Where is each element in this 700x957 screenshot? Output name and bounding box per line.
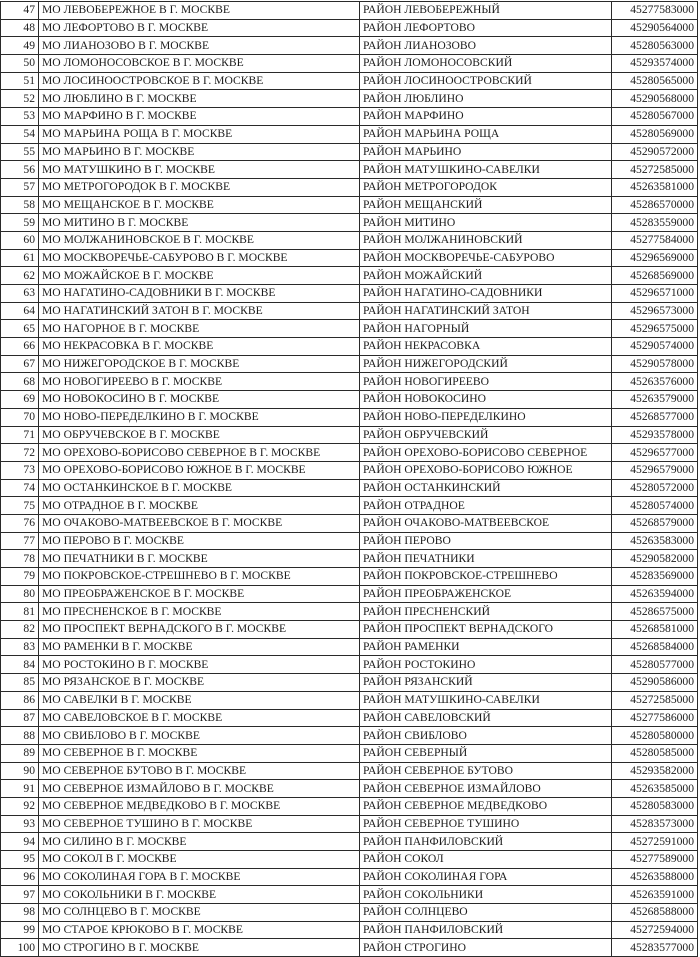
district-name: РАЙОН ЛЮБЛИНО: [360, 90, 612, 108]
oktmo-code: 45268577000: [612, 408, 698, 426]
oktmo-code: 45290564000: [612, 19, 698, 37]
municipality-name: МО НОВОГИРЕЕВО В Г. МОСКВЕ: [39, 373, 360, 391]
oktmo-code: 45280565000: [612, 72, 698, 90]
table-row: [1, 267, 698, 285]
table-row: [1, 55, 698, 73]
row-number: 87: [1, 709, 39, 727]
table-row: [1, 674, 698, 692]
oktmo-code: 45280569000: [612, 125, 698, 143]
municipality-name: МО МЕЩАНСКОЕ В Г. МОСКВЕ: [39, 196, 360, 214]
municipality-name: МО ЛИАНОЗОВО В Г. МОСКВЕ: [39, 37, 360, 55]
municipality-name: МО ЛОМОНОСОВСКОЕ В Г. МОСКВЕ: [39, 55, 360, 73]
district-name: РАЙОН МАТУШКИНО-САВЕЛКИ: [360, 161, 612, 179]
oktmo-code: 45283573000: [612, 815, 698, 833]
district-name: РАЙОН НОВОКОСИНО: [360, 391, 612, 409]
district-name: РАЙОН НАГАТИНСКИЙ ЗАТОН: [360, 302, 612, 320]
table-row: [1, 815, 698, 833]
district-name: РАЙОН ОТРАДНОЕ: [360, 497, 612, 515]
district-name: РАЙОН ЛЕВОБЕРЕЖНЫЙ: [360, 2, 612, 20]
table-row: [1, 231, 698, 249]
municipality-name: МО СОКОЛИНАЯ ГОРА В Г. МОСКВЕ: [39, 868, 360, 886]
row-number: 67: [1, 355, 39, 373]
district-name: РАЙОН МОЖАЙСКИЙ: [360, 267, 612, 285]
row-number: 51: [1, 72, 39, 90]
row-number: 58: [1, 196, 39, 214]
row-number: 92: [1, 797, 39, 815]
municipality-name: МО РАМЕНКИ В Г. МОСКВЕ: [39, 638, 360, 656]
table-row: [1, 426, 698, 444]
district-name: РАЙОН СОЛНЦЕВО: [360, 904, 612, 922]
table-row: [1, 603, 698, 621]
municipality-name: МО СЕВЕРНОЕ В Г. МОСКВЕ: [39, 744, 360, 762]
municipality-name: МО СОКОЛЬНИКИ В Г. МОСКВЕ: [39, 886, 360, 904]
row-number: 95: [1, 851, 39, 869]
district-name: РАЙОН ПАНФИЛОВСКИЙ: [360, 833, 612, 851]
district-name: РАЙОН НАГОРНЫЙ: [360, 320, 612, 338]
table-row: [1, 621, 698, 639]
table-row: [1, 355, 698, 373]
municipality-name: МО СТРОГИНО В Г. МОСКВЕ: [39, 939, 360, 957]
municipality-name: МО ОБРУЧЕВСКОЕ В Г. МОСКВЕ: [39, 426, 360, 444]
table-row: [1, 497, 698, 515]
table-row: [1, 125, 698, 143]
table-row: [1, 797, 698, 815]
district-name: РАЙОН РЯЗАНСКИЙ: [360, 674, 612, 692]
row-number: 82: [1, 621, 39, 639]
district-name: РАЙОН СОКОЛЬНИКИ: [360, 886, 612, 904]
row-number: 68: [1, 373, 39, 391]
district-name: РАЙОН СОКОЛИНАЯ ГОРА: [360, 868, 612, 886]
municipality-name: МО ОРЕХОВО-БОРИСОВО СЕВЕРНОЕ В Г. МОСКВЕ: [39, 444, 360, 462]
district-name: РАЙОН ПОКРОВСКОЕ-СТРЕШНЕВО: [360, 568, 612, 586]
municipality-name: МО ОТРАДНОЕ В Г. МОСКВЕ: [39, 497, 360, 515]
oktmo-code: 45263591000: [612, 886, 698, 904]
municipality-name: МО САВЕЛОВСКОЕ В Г. МОСКВЕ: [39, 709, 360, 727]
district-name: РАЙОН НИЖЕГОРОДСКИЙ: [360, 355, 612, 373]
district-name: РАЙОН СВИБЛОВО: [360, 727, 612, 745]
oktmo-code: 45290578000: [612, 355, 698, 373]
municipality-name: МО ОЧАКОВО-МАТВЕЕВСКОЕ В Г. МОСКВЕ: [39, 514, 360, 532]
oktmo-code: 45263585000: [612, 780, 698, 798]
municipality-name: МО НАГАТИНО-САДОВНИКИ В Г. МОСКВЕ: [39, 285, 360, 303]
table-row: [1, 744, 698, 762]
district-name: РАЙОН ПЕЧАТНИКИ: [360, 550, 612, 568]
table-body: [1, 2, 698, 957]
row-number: 93: [1, 815, 39, 833]
municipality-name: МО ЛЮБЛИНО В Г. МОСКВЕ: [39, 90, 360, 108]
row-number: 78: [1, 550, 39, 568]
municipality-name: МО РЯЗАНСКОЕ В Г. МОСКВЕ: [39, 674, 360, 692]
row-number: 65: [1, 320, 39, 338]
oktmo-code: 45280577000: [612, 656, 698, 674]
district-name: РАЙОН ЛОМОНОСОВСКИЙ: [360, 55, 612, 73]
municipality-name: МО РОСТОКИНО В Г. МОСКВЕ: [39, 656, 360, 674]
municipality-name: МО НАГАТИНСКИЙ ЗАТОН В Г. МОСКВЕ: [39, 302, 360, 320]
municipality-name: МО СЕВЕРНОЕ БУТОВО В Г. МОСКВЕ: [39, 762, 360, 780]
oktmo-code: 45290572000: [612, 143, 698, 161]
row-number: 70: [1, 408, 39, 426]
district-name: РАЙОН ОБРУЧЕВСКИЙ: [360, 426, 612, 444]
oktmo-code: 45280585000: [612, 744, 698, 762]
district-name: РАЙОН НОВОГИРЕЕВО: [360, 373, 612, 391]
oktmo-code: 45290574000: [612, 338, 698, 356]
row-number: 98: [1, 904, 39, 922]
district-name: РАЙОН МЕТРОГОРОДОК: [360, 178, 612, 196]
oktmo-code: 45280572000: [612, 479, 698, 497]
row-number: 99: [1, 921, 39, 939]
row-number: 86: [1, 691, 39, 709]
row-number: 64: [1, 302, 39, 320]
row-number: 79: [1, 568, 39, 586]
table-row: [1, 72, 698, 90]
district-name: РАЙОН РОСТОКИНО: [360, 656, 612, 674]
row-number: 54: [1, 125, 39, 143]
district-name: РАЙОН СОКОЛ: [360, 851, 612, 869]
oktmo-code: 45296569000: [612, 249, 698, 267]
row-number: 74: [1, 479, 39, 497]
oktmo-code: 45290586000: [612, 674, 698, 692]
row-number: 69: [1, 391, 39, 409]
table-row: [1, 656, 698, 674]
table-row: [1, 479, 698, 497]
municipality-name: МО ПОКРОВСКОЕ-СТРЕШНЕВО В Г. МОСКВЕ: [39, 568, 360, 586]
table-row: [1, 514, 698, 532]
district-name: РАЙОН ЛИАНОЗОВО: [360, 37, 612, 55]
row-number: 53: [1, 108, 39, 126]
table-row: [1, 373, 698, 391]
table-row: [1, 638, 698, 656]
row-number: 60: [1, 231, 39, 249]
oktmo-code: 45286570000: [612, 196, 698, 214]
table-row: [1, 833, 698, 851]
municipality-name: МО МАРЬИНО В Г. МОСКВЕ: [39, 143, 360, 161]
oktmo-code: 45268579000: [612, 514, 698, 532]
oktmo-code: 45272594000: [612, 921, 698, 939]
municipality-name: МО СВИБЛОВО В Г. МОСКВЕ: [39, 727, 360, 745]
municipality-name: МО ПРЕОБРАЖЕНСКОЕ В Г. МОСКВЕ: [39, 585, 360, 603]
municipality-name: МО ПЕРОВО В Г. МОСКВЕ: [39, 532, 360, 550]
oktmo-code: 45293578000: [612, 426, 698, 444]
district-name: РАЙОН СЕВЕРНОЕ ИЗМАЙЛОВО: [360, 780, 612, 798]
row-number: 96: [1, 868, 39, 886]
oktmo-code: 45286575000: [612, 603, 698, 621]
table-row: [1, 161, 698, 179]
municipality-name: МО СЕВЕРНОЕ ИЗМАЙЛОВО В Г. МОСКВЕ: [39, 780, 360, 798]
row-number: 71: [1, 426, 39, 444]
municipality-name: МО МОЛЖАНИНОВСКОЕ В Г. МОСКВЕ: [39, 231, 360, 249]
row-number: 59: [1, 214, 39, 232]
row-number: 84: [1, 656, 39, 674]
district-name: РАЙОН ОЧАКОВО-МАТВЕЕВСКОЕ: [360, 514, 612, 532]
table-row: [1, 780, 698, 798]
row-number: 72: [1, 444, 39, 462]
table-row: [1, 851, 698, 869]
municipality-name: МО НОВОКОСИНО В Г. МОСКВЕ: [39, 391, 360, 409]
district-name: РАЙОН СЕВЕРНЫЙ: [360, 744, 612, 762]
municipality-name: МО МАТУШКИНО В Г. МОСКВЕ: [39, 161, 360, 179]
district-name: РАЙОН МОЛЖАНИНОВСКИЙ: [360, 231, 612, 249]
row-number: 90: [1, 762, 39, 780]
municipality-name: МО САВЕЛКИ В Г. МОСКВЕ: [39, 691, 360, 709]
table-row: [1, 461, 698, 479]
row-number: 63: [1, 285, 39, 303]
district-name: РАЙОН НАГАТИНО-САДОВНИКИ: [360, 285, 612, 303]
district-name: РАЙОН СТРОГИНО: [360, 939, 612, 957]
table-row: [1, 904, 698, 922]
oktmo-code: 45268569000: [612, 267, 698, 285]
oktmo-code: 45283559000: [612, 214, 698, 232]
municipality-name: МО ПРОСПЕКТ ВЕРНАДСКОГО В Г. МОСКВЕ: [39, 621, 360, 639]
municipality-name: МО МАРЬИНА РОЩА В Г. МОСКВЕ: [39, 125, 360, 143]
row-number: 49: [1, 37, 39, 55]
municipality-table: [0, 1, 698, 957]
row-number: 61: [1, 249, 39, 267]
municipality-name: МО ЛЕВОБЕРЕЖНОЕ В Г. МОСКВЕ: [39, 2, 360, 20]
row-number: 73: [1, 461, 39, 479]
table-row: [1, 2, 698, 20]
municipality-name: МО МЕТРОГОРОДОК В Г. МОСКВЕ: [39, 178, 360, 196]
municipality-name: МО ОСТАНКИНСКОЕ В Г. МОСКВЕ: [39, 479, 360, 497]
row-number: 85: [1, 674, 39, 692]
table-row: [1, 709, 698, 727]
municipality-name: МО МИТИНО В Г. МОСКВЕ: [39, 214, 360, 232]
district-name: РАЙОН МАТУШКИНО-САВЕЛКИ: [360, 691, 612, 709]
table-row: [1, 249, 698, 267]
table-row: [1, 550, 698, 568]
table-row: [1, 338, 698, 356]
oktmo-code: 45272591000: [612, 833, 698, 851]
row-number: 57: [1, 178, 39, 196]
oktmo-code: 45296577000: [612, 444, 698, 462]
district-name: РАЙОН МАРЬИНО: [360, 143, 612, 161]
municipality-name: МО МАРФИНО В Г. МОСКВЕ: [39, 108, 360, 126]
oktmo-code: 45263594000: [612, 585, 698, 603]
row-number: 80: [1, 585, 39, 603]
district-name: РАЙОН МЕЩАНСКИЙ: [360, 196, 612, 214]
table-row: [1, 568, 698, 586]
district-name: РАЙОН МОСКВОРЕЧЬЕ-САБУРОВО: [360, 249, 612, 267]
row-number: 88: [1, 727, 39, 745]
row-number: 100: [1, 939, 39, 957]
district-name: РАЙОН МАРЬИНА РОЩА: [360, 125, 612, 143]
table-row: [1, 37, 698, 55]
row-number: 47: [1, 2, 39, 20]
oktmo-code: 45263583000: [612, 532, 698, 550]
table-row: [1, 762, 698, 780]
district-name: РАЙОН МИТИНО: [360, 214, 612, 232]
row-number: 76: [1, 514, 39, 532]
municipality-name: МО НОВО-ПЕРЕДЕЛКИНО В Г. МОСКВЕ: [39, 408, 360, 426]
table-row: [1, 939, 698, 957]
table-row: [1, 178, 698, 196]
municipality-name: МО СЕВЕРНОЕ ТУШИНО В Г. МОСКВЕ: [39, 815, 360, 833]
municipality-name: МО СОЛНЦЕВО В Г. МОСКВЕ: [39, 904, 360, 922]
municipality-name: МО ЛЕФОРТОВО В Г. МОСКВЕ: [39, 19, 360, 37]
table-row: [1, 444, 698, 462]
oktmo-code: 45280580000: [612, 727, 698, 745]
oktmo-code: 45293574000: [612, 55, 698, 73]
district-name: РАЙОН МАРФИНО: [360, 108, 612, 126]
row-number: 52: [1, 90, 39, 108]
oktmo-code: 45272585000: [612, 691, 698, 709]
municipality-name: МО ЛОСИНООСТРОВСКОЕ В Г. МОСКВЕ: [39, 72, 360, 90]
table-row: [1, 214, 698, 232]
oktmo-code: 45280563000: [612, 37, 698, 55]
row-number: 77: [1, 532, 39, 550]
oktmo-code: 45293582000: [612, 762, 698, 780]
row-number: 55: [1, 143, 39, 161]
oktmo-code: 45296579000: [612, 461, 698, 479]
oktmo-code: 45280583000: [612, 797, 698, 815]
district-name: РАЙОН НЕКРАСОВКА: [360, 338, 612, 356]
district-name: РАЙОН СЕВЕРНОЕ БУТОВО: [360, 762, 612, 780]
row-number: 89: [1, 744, 39, 762]
oktmo-code: 45263581000: [612, 178, 698, 196]
municipality-name: МО НЕКРАСОВКА В Г. МОСКВЕ: [39, 338, 360, 356]
district-name: РАЙОН САВЕЛОВСКИЙ: [360, 709, 612, 727]
district-name: РАЙОН СЕВЕРНОЕ ТУШИНО: [360, 815, 612, 833]
district-name: РАЙОН ПЕРОВО: [360, 532, 612, 550]
municipality-name: МО СТАРОЕ КРЮКОВО В Г. МОСКВЕ: [39, 921, 360, 939]
oktmo-code: 45290582000: [612, 550, 698, 568]
district-name: РАЙОН ЛОСИНООСТРОВСКИЙ: [360, 72, 612, 90]
oktmo-code: 45283577000: [612, 939, 698, 957]
district-name: РАЙОН ПРЕОБРАЖЕНСКОЕ: [360, 585, 612, 603]
district-name: РАЙОН РАМЕНКИ: [360, 638, 612, 656]
table-row: [1, 320, 698, 338]
table-row: [1, 90, 698, 108]
table-row: [1, 408, 698, 426]
municipality-name: МО ПЕЧАТНИКИ В Г. МОСКВЕ: [39, 550, 360, 568]
oktmo-code: 45263579000: [612, 391, 698, 409]
table-row: [1, 143, 698, 161]
district-name: РАЙОН ПРЕСНЕНСКИЙ: [360, 603, 612, 621]
municipality-name: МО НИЖЕГОРОДСКОЕ В Г. МОСКВЕ: [39, 355, 360, 373]
oktmo-code: 45263588000: [612, 868, 698, 886]
municipality-name: МО ПРЕСНЕНСКОЕ В Г. МОСКВЕ: [39, 603, 360, 621]
district-name: РАЙОН ОРЕХОВО-БОРИСОВО СЕВЕРНОЕ: [360, 444, 612, 462]
oktmo-code: 45296571000: [612, 285, 698, 303]
table-row: [1, 302, 698, 320]
oktmo-code: 45277586000: [612, 709, 698, 727]
district-name: РАЙОН НОВО-ПЕРЕДЕЛКИНО: [360, 408, 612, 426]
district-name: РАЙОН ЛЕФОРТОВО: [360, 19, 612, 37]
oktmo-code: 45277583000: [612, 2, 698, 20]
table-row: [1, 532, 698, 550]
table-row: [1, 921, 698, 939]
table-row: [1, 391, 698, 409]
oktmo-code: 45280574000: [612, 497, 698, 515]
row-number: 97: [1, 886, 39, 904]
oktmo-code: 45290568000: [612, 90, 698, 108]
municipality-name: МО СЕВЕРНОЕ МЕДВЕДКОВО В Г. МОСКВЕ: [39, 797, 360, 815]
oktmo-code: 45268581000: [612, 621, 698, 639]
row-number: 75: [1, 497, 39, 515]
oktmo-code: 45296573000: [612, 302, 698, 320]
municipality-name: МО ОРЕХОВО-БОРИСОВО ЮЖНОЕ В Г. МОСКВЕ: [39, 461, 360, 479]
district-name: РАЙОН ПРОСПЕКТ ВЕРНАДСКОГО: [360, 621, 612, 639]
table-row: [1, 108, 698, 126]
row-number: 91: [1, 780, 39, 798]
table-row: [1, 19, 698, 37]
municipality-name: МО МОСКВОРЕЧЬЕ-САБУРОВО В Г. МОСКВЕ: [39, 249, 360, 267]
oktmo-code: 45283569000: [612, 568, 698, 586]
district-name: РАЙОН ОСТАНКИНСКИЙ: [360, 479, 612, 497]
table-row: [1, 886, 698, 904]
oktmo-code: 45263576000: [612, 373, 698, 391]
row-number: 83: [1, 638, 39, 656]
table-row: [1, 285, 698, 303]
row-number: 66: [1, 338, 39, 356]
row-number: 56: [1, 161, 39, 179]
municipality-name: МО СОКОЛ В Г. МОСКВЕ: [39, 851, 360, 869]
row-number: 81: [1, 603, 39, 621]
table-row: [1, 691, 698, 709]
municipality-name: МО СИЛИНО В Г. МОСКВЕ: [39, 833, 360, 851]
district-name: РАЙОН ОРЕХОВО-БОРИСОВО ЮЖНОЕ: [360, 461, 612, 479]
oktmo-code: 45272585000: [612, 161, 698, 179]
row-number: 50: [1, 55, 39, 73]
oktmo-code: 45268588000: [612, 904, 698, 922]
municipality-name: МО НАГОРНОЕ В Г. МОСКВЕ: [39, 320, 360, 338]
oktmo-code: 45277584000: [612, 231, 698, 249]
oktmo-code: 45296575000: [612, 320, 698, 338]
oktmo-code: 45277589000: [612, 851, 698, 869]
row-number: 48: [1, 19, 39, 37]
district-name: РАЙОН ПАНФИЛОВСКИЙ: [360, 921, 612, 939]
municipality-name: МО МОЖАЙСКОЕ В Г. МОСКВЕ: [39, 267, 360, 285]
table-row: [1, 585, 698, 603]
district-name: РАЙОН СЕВЕРНОЕ МЕДВЕДКОВО: [360, 797, 612, 815]
oktmo-code: 45268584000: [612, 638, 698, 656]
oktmo-code: 45280567000: [612, 108, 698, 126]
table-row: [1, 868, 698, 886]
row-number: 94: [1, 833, 39, 851]
row-number: 62: [1, 267, 39, 285]
table-row: [1, 196, 698, 214]
table-row: [1, 727, 698, 745]
